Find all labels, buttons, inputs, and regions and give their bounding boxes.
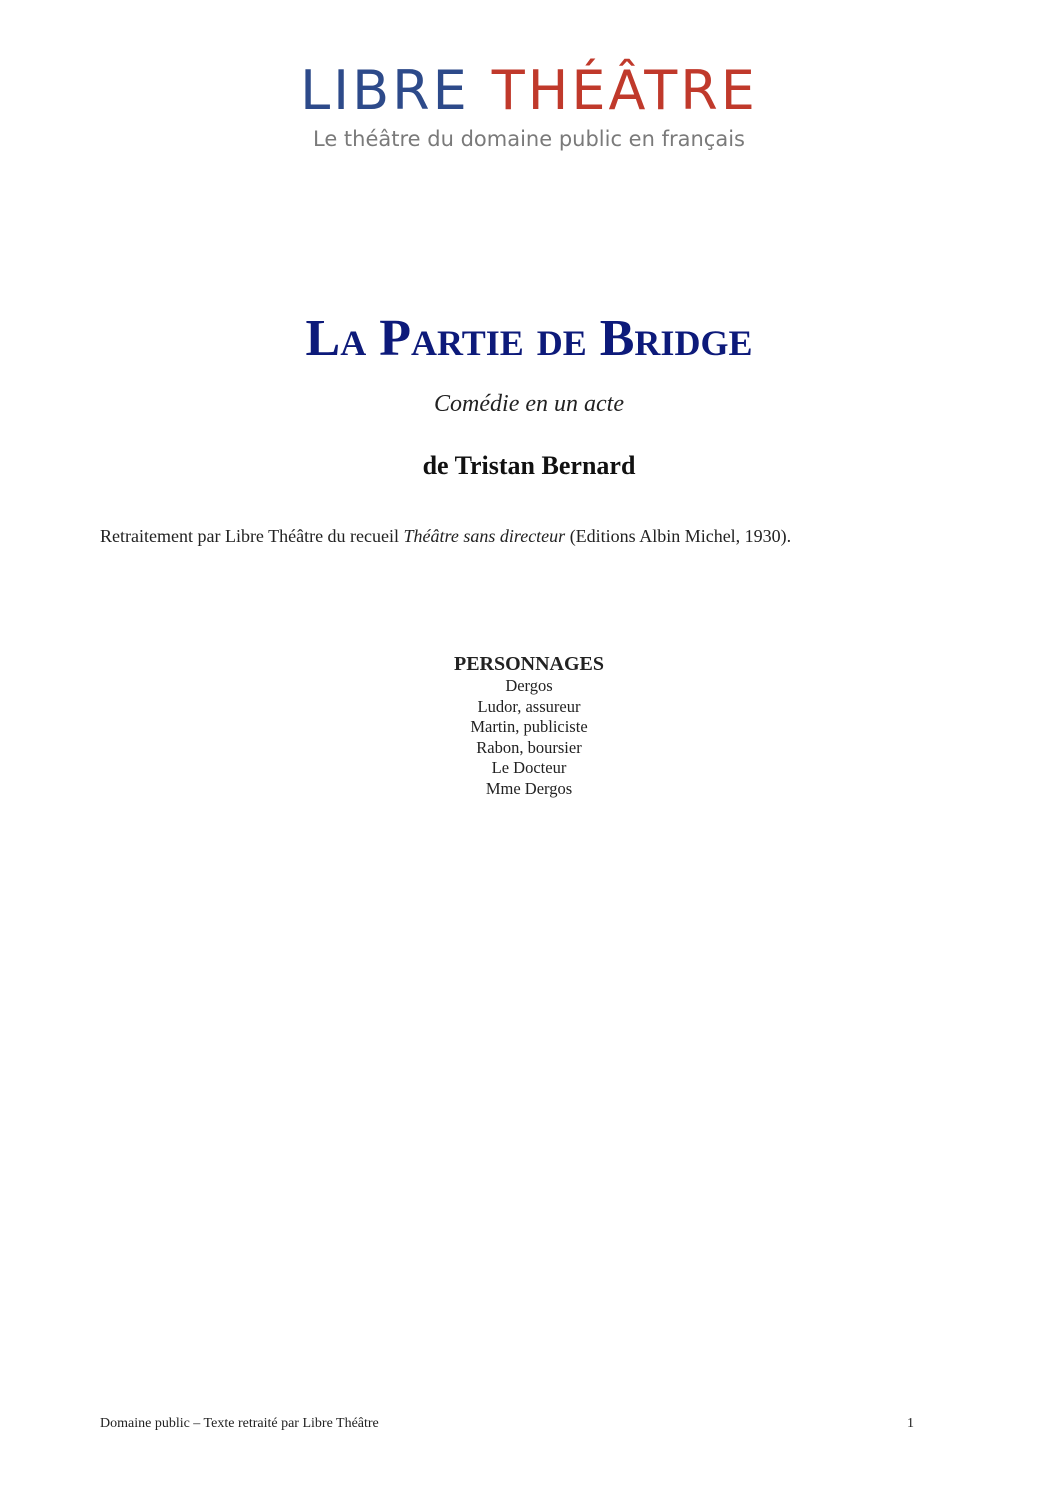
characters-heading: PERSONNAGES bbox=[453, 653, 605, 675]
play-subtitle: Comédie en un acte bbox=[434, 391, 624, 417]
character-item: Le Docteur bbox=[491, 758, 567, 777]
character-item: Rabon, boursier bbox=[476, 737, 582, 757]
character-item: Dergos bbox=[505, 676, 553, 695]
logo-word-theatre: THÉÂTRE bbox=[491, 59, 758, 122]
source-collection: Théâtre sans directeur bbox=[403, 526, 566, 546]
page-number: 1 bbox=[907, 1416, 914, 1431]
play-title: La Partie de Bridge bbox=[305, 310, 753, 367]
character-item: Martin, publiciste bbox=[470, 717, 588, 736]
footer-text: Domaine public – Texte retraité par Libre Théâtre bbox=[100, 1416, 379, 1431]
character-item: Mme Dergos bbox=[485, 778, 573, 798]
source-suffix: (Editions Albin Michel, 1930). bbox=[565, 526, 792, 546]
logo-tagline: Le théâtre du domaine public en français bbox=[313, 127, 745, 151]
character-item: Ludor, assureur bbox=[477, 696, 581, 716]
logo-title bbox=[0, 58, 1058, 124]
logo-word-libre: LIBRE bbox=[300, 59, 470, 122]
characters-list bbox=[0, 676, 1058, 799]
play-author: de Tristan Bernard bbox=[422, 451, 636, 480]
source-prefix: Retraitement par Libre Théâtre du recueil bbox=[100, 526, 404, 546]
source-note bbox=[100, 524, 960, 548]
libre-theatre-logo bbox=[0, 58, 1058, 152]
characters-section bbox=[0, 652, 1058, 799]
